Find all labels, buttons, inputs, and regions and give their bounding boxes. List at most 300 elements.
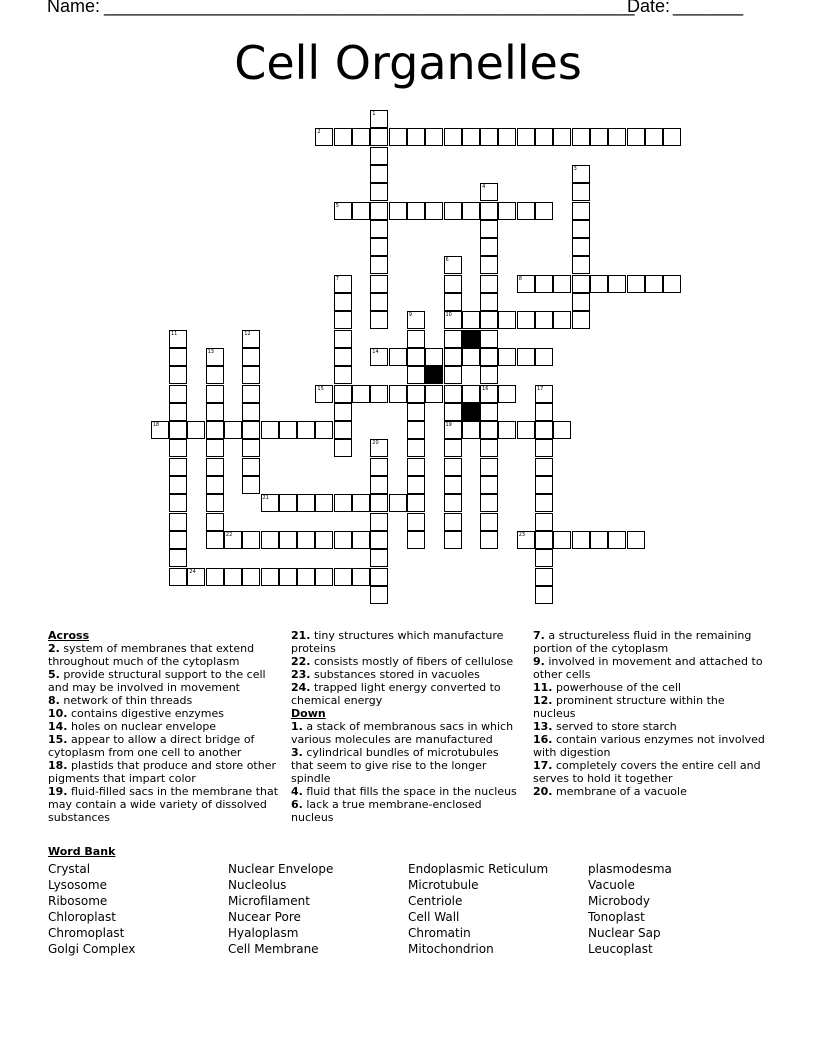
clue-text: consists mostly of fibers of cellulose [314,655,514,668]
grid-cell[interactable] [407,403,425,421]
grid-cell[interactable] [444,476,462,494]
clue-text: plastids that produce and store other pigments that impart color [48,759,276,785]
clue-number: 20 [372,440,379,447]
clue-number: 18 [152,422,160,429]
word-bank-item: Nucear Pore [228,910,301,924]
grid-cell[interactable] [370,293,388,311]
grid-cell[interactable] [187,421,205,439]
grid-cell[interactable] [462,385,480,403]
grid-cell[interactable] [444,458,462,476]
grid-cell[interactable] [553,128,571,146]
grid-cell[interactable] [169,476,187,494]
grid-cell[interactable] [645,128,663,146]
clue-text: system of membranes that extend throughout much of the cytoplasm [48,642,255,668]
clue-text: holes on nuclear envelope [71,720,217,733]
grid-cell[interactable] [334,568,352,586]
grid-cell[interactable] [334,293,352,311]
clue-number-label: 8. [48,694,60,707]
grid-cell[interactable] [444,293,462,311]
grid-cell[interactable] [480,531,498,549]
grid-cell[interactable] [535,348,553,366]
grid-cell[interactable] [590,128,608,146]
grid-cell[interactable] [206,494,224,512]
grid-cell[interactable] [480,439,498,457]
word-bank-item: Crystal [48,862,91,876]
grid-cell[interactable] [590,275,608,293]
clue-text: fluid that fills the space in the nucleus [306,785,517,798]
grid-cell[interactable] [572,275,590,293]
grid-cell[interactable] [370,568,388,586]
clue-number-label: 20. [533,785,553,798]
grid-cell[interactable] [444,275,462,293]
grid-cell[interactable] [206,385,224,403]
date-line[interactable]: _______ [673,0,744,16]
clue-number-label: 10. [48,707,68,720]
grid-cell[interactable] [480,128,498,146]
grid-cell[interactable] [517,421,535,439]
grid-cell[interactable] [169,568,187,586]
clue-text: served to store starch [556,720,677,733]
grid-cell[interactable] [407,348,425,366]
grid-cell[interactable] [389,348,407,366]
grid-cell[interactable] [370,311,388,329]
grid-cell[interactable] [553,421,571,439]
grid-cell[interactable] [535,275,553,293]
word-bank-item: Hyaloplasm [228,926,299,940]
grid-cell[interactable] [261,531,279,549]
grid-cell[interactable] [297,568,315,586]
grid-cell[interactable] [663,128,681,146]
grid-cell[interactable] [407,330,425,348]
clue-text: lack a true membrane-enclosed nucleus [291,798,482,824]
grid-cell[interactable] [572,531,590,549]
grid-cell[interactable] [480,311,498,329]
grid-cell[interactable] [206,458,224,476]
word-bank-column [588,861,672,957]
grid-cell[interactable] [535,568,553,586]
down-clue [291,746,521,785]
grid-cell[interactable] [498,128,516,146]
grid-cell[interactable] [407,476,425,494]
grid-cell[interactable] [334,494,352,512]
grid-cell[interactable] [462,128,480,146]
grid-cell[interactable] [608,275,626,293]
clue-number: 12 [244,330,251,337]
grid-cell[interactable] [242,476,260,494]
grid-cell[interactable] [334,403,352,421]
grid-cell[interactable] [334,531,352,549]
grid-cell[interactable] [535,403,553,421]
grid-cell[interactable] [572,293,590,311]
clue-text: completely covers the entire cell and serves to hold it together [533,759,761,785]
clue-number-label: 14. [48,720,68,733]
grid-cell[interactable] [334,330,352,348]
grid-cell[interactable] [553,311,571,329]
grid-cell[interactable] [334,366,352,384]
grid-cell[interactable] [169,513,187,531]
grid-cell[interactable] [169,439,187,457]
grid-cell[interactable] [498,311,516,329]
grid-cell[interactable] [242,366,260,384]
grid-cell[interactable] [572,183,590,201]
grid-cell[interactable] [261,568,279,586]
grid-cell[interactable] [407,531,425,549]
clue-number: 1 [372,111,376,117]
across-clue [291,629,521,655]
clue-text: contain various enzymes not involved with digestion [533,733,765,759]
grid-cell[interactable] [498,385,516,403]
grid-cell[interactable] [480,421,498,439]
word-bank-item: Ribosome [48,894,108,908]
grid-cell[interactable] [444,439,462,457]
grid-cell[interactable] [206,366,224,384]
grid-cell[interactable] [370,385,388,403]
grid-cell[interactable] [444,366,462,384]
grid-cell[interactable] [590,531,608,549]
grid-cell[interactable] [572,238,590,256]
black-cell [462,403,480,421]
grid-cell[interactable] [242,385,260,403]
grid-cell[interactable] [169,549,187,567]
word-bank-item: Chromoplast [48,926,125,940]
black-cell [425,366,443,384]
grid-cell[interactable] [572,256,590,274]
grid-cell[interactable] [480,293,498,311]
grid-cell[interactable] [444,348,462,366]
grid-cell[interactable] [407,439,425,457]
clue-number-label: 18. [48,759,68,772]
grid-cell[interactable] [553,275,571,293]
grid-cell[interactable] [407,458,425,476]
grid-cell[interactable] [334,128,352,146]
grid-cell[interactable] [407,366,425,384]
down-clue [533,785,769,798]
grid-cell[interactable] [370,202,388,220]
grid-cell[interactable] [242,348,260,366]
grid-cell[interactable] [352,531,370,549]
grid-cell[interactable] [370,549,388,567]
grid-cell[interactable] [370,147,388,165]
grid-cell[interactable] [370,494,388,512]
word-bank-title: Word Bank [48,845,116,858]
grid-cell[interactable] [370,128,388,146]
grid-cell[interactable] [498,202,516,220]
grid-cell[interactable] [535,513,553,531]
across-clue [48,733,280,759]
grid-cell[interactable] [242,568,260,586]
grid-cell[interactable] [535,458,553,476]
grid-cell[interactable] [297,531,315,549]
grid-cell[interactable] [425,385,443,403]
grid-cell[interactable] [389,202,407,220]
grid-cell[interactable] [480,476,498,494]
grid-cell[interactable] [315,494,333,512]
across-clue [48,720,280,733]
clue-number-label: 2. [48,642,60,655]
down-clue [533,681,769,694]
grid-cell[interactable] [480,238,498,256]
clue-number-label: 7. [533,629,545,642]
grid-cell[interactable] [407,385,425,403]
grid-cell[interactable] [370,165,388,183]
clue-number: 7 [335,275,339,282]
name-line[interactable]: _____________________________________________________ [104,0,635,16]
grid-cell[interactable] [370,476,388,494]
grid-cell[interactable] [169,458,187,476]
grid-cell[interactable] [261,421,279,439]
grid-cell[interactable] [480,494,498,512]
grid-cell[interactable] [480,330,498,348]
clue-text: appear to allow a direct bridge of cytoplasm from one cell to another [48,733,255,759]
clue-number-label: 5. [48,668,60,681]
grid-cell[interactable] [480,275,498,293]
grid-cell[interactable] [279,421,297,439]
grid-cell[interactable] [444,385,462,403]
grid-cell[interactable] [535,128,553,146]
word-bank-item: Leucoplast [588,942,653,956]
grid-cell[interactable] [242,531,260,549]
grid-cell[interactable] [480,458,498,476]
grid-cell[interactable] [370,220,388,238]
grid-cell[interactable] [627,128,645,146]
grid-cell[interactable] [535,494,553,512]
grid-cell[interactable] [352,202,370,220]
grid-cell[interactable] [498,421,516,439]
grid-cell[interactable] [370,183,388,201]
grid-cell[interactable] [352,494,370,512]
grid-cell[interactable] [480,220,498,238]
grid-cell[interactable] [517,311,535,329]
clue-number-label: 4. [291,785,303,798]
clue-number-label: 3. [291,746,303,759]
grid-cell[interactable] [334,311,352,329]
grid-cell[interactable] [480,366,498,384]
grid-cell[interactable] [444,531,462,549]
grid-cell[interactable] [535,311,553,329]
grid-cell[interactable] [535,531,553,549]
grid-cell[interactable] [242,421,260,439]
clue-number-label: 23. [291,668,311,681]
grid-cell[interactable] [608,128,626,146]
grid-cell[interactable] [297,494,315,512]
down-clue [533,733,769,759]
down-clue [291,720,521,746]
grid-cell[interactable] [389,494,407,512]
grid-cell[interactable] [370,586,388,604]
clue-number: 11 [171,330,178,337]
grid-cell[interactable] [645,275,663,293]
clue-number: 5 [335,202,339,209]
down-clue [533,759,769,785]
clue-number: 23 [518,531,526,538]
grid-cell[interactable] [425,348,443,366]
grid-cell[interactable] [425,128,443,146]
grid-cell[interactable] [169,403,187,421]
grid-cell[interactable] [279,494,297,512]
grid-cell[interactable] [242,458,260,476]
clue-number: 10 [445,312,452,319]
word-bank-item: Mitochondrion [408,942,494,956]
clue-number-label: 12. [533,694,553,707]
grid-cell[interactable] [352,385,370,403]
grid-cell[interactable] [517,128,535,146]
grid-cell[interactable] [370,458,388,476]
grid-cell[interactable] [297,421,315,439]
grid-cell[interactable] [352,568,370,586]
clue-text: cylindrical bundles of microtubules that seem to give rise to the longer spindle [291,746,499,785]
grid-cell[interactable] [517,348,535,366]
grid-cell[interactable] [224,568,242,586]
word-bank-item: Lysosome [48,878,107,892]
word-bank-item: Microbody [588,894,650,908]
grid-cell[interactable] [663,275,681,293]
grid-cell[interactable] [370,513,388,531]
word-bank-column [48,861,135,957]
grid-cell[interactable] [444,494,462,512]
grid-cell[interactable] [206,531,224,549]
grid-cell[interactable] [169,494,187,512]
grid-cell[interactable] [315,421,333,439]
grid-cell[interactable] [370,256,388,274]
clue-text: trapped light energy converted to chemical energy [291,681,501,707]
grid-cell[interactable] [407,202,425,220]
grid-cell[interactable] [425,202,443,220]
clue-text: a structureless fluid in the remaining portion of the cytoplasm [533,629,752,655]
grid-cell[interactable] [315,568,333,586]
down-clue [533,629,769,655]
grid-cell[interactable] [334,439,352,457]
word-bank-item: Golgi Complex [48,942,136,956]
across-clue [48,785,280,824]
grid-cell[interactable] [535,549,553,567]
grid-cell[interactable] [444,202,462,220]
clue-number: 9 [408,312,413,319]
grid-cell[interactable] [206,403,224,421]
grid-cell[interactable] [352,128,370,146]
grid-cell[interactable] [407,494,425,512]
grid-cell[interactable] [535,202,553,220]
grid-cell[interactable] [480,403,498,421]
down-clues-continued [533,629,769,798]
grid-cell[interactable] [462,311,480,329]
grid-cell[interactable] [334,385,352,403]
grid-cell[interactable] [462,421,480,439]
across-clue [48,707,280,720]
grid-cell[interactable] [315,531,333,549]
grid-cell[interactable] [242,439,260,457]
across-clue [291,655,521,668]
grid-cell[interactable] [206,439,224,457]
grid-cell[interactable] [608,531,626,549]
grid-cell[interactable] [206,421,224,439]
grid-cell[interactable] [334,348,352,366]
grid-cell[interactable] [279,531,297,549]
grid-cell[interactable] [572,128,590,146]
grid-cell[interactable] [444,403,462,421]
grid-cell[interactable] [279,568,297,586]
clue-text: tiny structures which manufacture proteins [291,629,504,655]
clue-number-label: 15. [48,733,68,746]
grid-cell[interactable] [407,513,425,531]
grid-cell[interactable] [407,128,425,146]
grid-cell[interactable] [389,385,407,403]
word-bank-item: Nuclear Envelope [228,862,334,876]
grid-cell[interactable] [444,128,462,146]
clue-number: 13 [207,348,214,355]
down-clue [533,655,769,681]
grid-cell[interactable] [370,531,388,549]
grid-cell[interactable] [169,348,187,366]
grid-cell[interactable] [206,513,224,531]
grid-cell[interactable] [370,238,388,256]
grid-cell[interactable] [553,531,571,549]
grid-cell[interactable] [480,348,498,366]
grid-cell[interactable] [627,275,645,293]
word-bank-item: Endoplasmic Reticulum [408,862,549,876]
grid-cell[interactable] [480,202,498,220]
across-clue [48,668,280,694]
grid-cell[interactable] [169,421,187,439]
grid-cell[interactable] [242,403,260,421]
clue-number: 22 [225,531,233,538]
across-clue [48,642,280,668]
grid-cell[interactable] [334,421,352,439]
clue-number-label: 16. [533,733,553,746]
grid-cell[interactable] [224,421,242,439]
clue-number: 3 [573,165,577,172]
grid-cell[interactable] [535,586,553,604]
grid-cell[interactable] [370,275,388,293]
grid-cell[interactable] [480,513,498,531]
grid-cell[interactable] [627,531,645,549]
grid-cell[interactable] [517,202,535,220]
grid-cell[interactable] [444,330,462,348]
grid-cell[interactable] [444,513,462,531]
grid-cell[interactable] [169,385,187,403]
clue-text: involved in movement and attached to other cells [533,655,763,681]
grid-cell[interactable] [407,421,425,439]
clue-number: 17 [537,385,544,392]
grid-cell[interactable] [480,256,498,274]
grid-cell[interactable] [535,439,553,457]
clue-number-label: 19. [48,785,68,798]
clue-number-label: 17. [533,759,553,772]
grid-cell[interactable] [535,476,553,494]
grid-cell[interactable] [389,128,407,146]
word-bank-item: Nucleolus [228,878,287,892]
grid-cell[interactable] [206,568,224,586]
grid-cell[interactable] [462,348,480,366]
word-bank-item: Nuclear Sap [588,926,661,940]
grid-cell[interactable] [572,311,590,329]
word-bank-item: Chloroplast [48,910,116,924]
clue-number: 15 [317,385,324,392]
down-heading: Down [291,707,326,720]
grid-cell[interactable] [498,348,516,366]
grid-cell[interactable] [206,476,224,494]
word-bank-item: Cell Wall [408,910,460,924]
across-clues-continued [291,629,521,824]
grid-cell[interactable] [535,421,553,439]
grid-cell[interactable] [572,220,590,238]
grid-cell[interactable] [462,202,480,220]
date-label: Date: [627,0,671,16]
grid-cell[interactable] [572,202,590,220]
grid-cell[interactable] [169,366,187,384]
clue-number-label: 1. [291,720,303,733]
grid-cell[interactable] [169,531,187,549]
word-bank-item: Vacuole [588,878,635,892]
